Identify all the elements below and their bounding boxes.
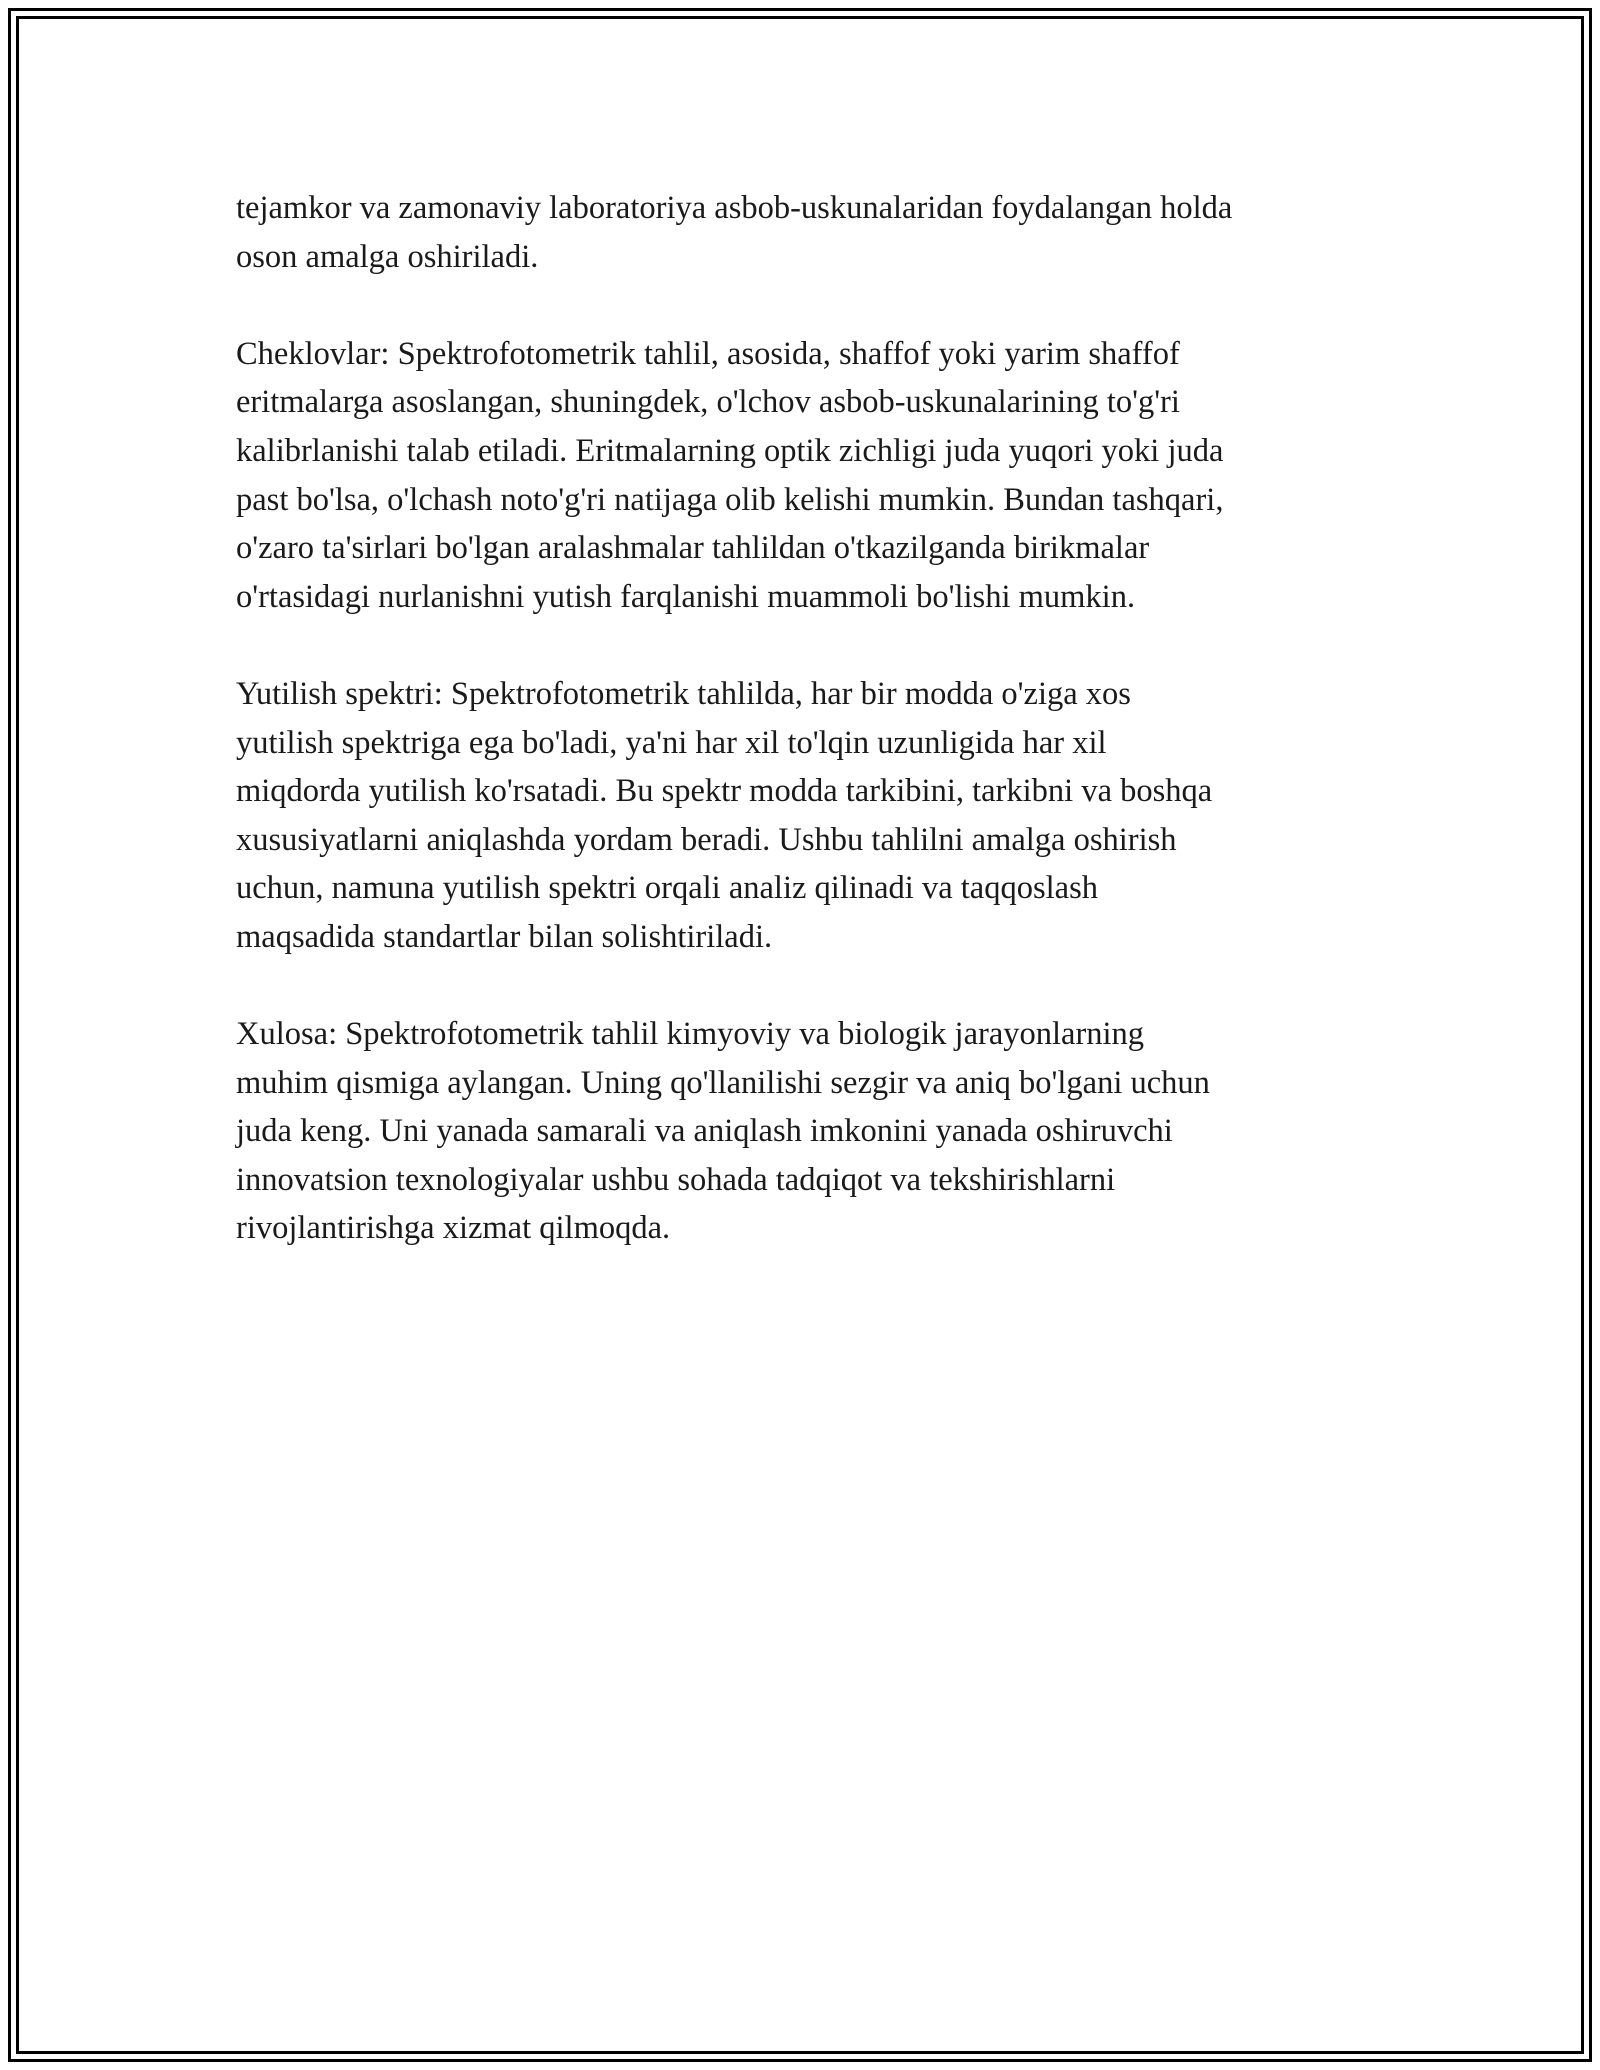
- text-line: innovatsion texnologiyalar ushbu sohada tadqiqot va tekshirishlarni: [236, 1161, 1116, 1198]
- paragraph-yutilish-spektri: [236, 670, 1376, 962]
- text-line: o'rtasidagi nurlanishni yutish farqlanishi muammoli bo'lishi mumkin.: [236, 578, 1136, 615]
- text-line: Yutilish spektri: Spektrofotometrik tahlilda, har bir modda o'ziga xos: [236, 675, 1131, 712]
- document-body: [236, 184, 1376, 1302]
- text-line: maqsadida standartlar bilan solishtiriladi.: [236, 918, 773, 955]
- paragraph-intro-continuation: [236, 184, 1376, 281]
- text-line: Cheklovlar: Spektrofotometrik tahlil, asosida, shaffof yoki yarim shaffof: [236, 335, 1180, 372]
- text-line: kalibrlanishi talab etiladi. Eritmalarning optik zichligi juda yuqori yoki juda: [236, 432, 1224, 469]
- text-line: uchun, namuna yutilish spektri orqali analiz qilinadi va taqqoslash: [236, 870, 1098, 907]
- text-line: oson amalga oshiriladi.: [236, 238, 539, 275]
- text-line: eritmalarga asoslangan, shuningdek, o'lchov asbob-uskunalarining to'g'ri: [236, 384, 1180, 421]
- text-line: muhim qismiga aylangan. Uning qo'llanilishi sezgir va aniq bo'lgani uchun: [236, 1064, 1210, 1101]
- text-line: juda keng. Uni yanada samarali va aniqlash imkonini yanada oshiruvchi: [236, 1113, 1173, 1150]
- text-line: past bo'lsa, o'lchash noto'g'ri natijaga olib kelishi mumkin. Bundan tashqari,: [236, 481, 1224, 518]
- text-line: yutilish spektriga ega bo'ladi, ya'ni har xil to'lqin uzunligida har xil: [236, 724, 1107, 761]
- text-line: tejamkor va zamonaviy laboratoriya asbob-uskunalaridan foydalangan holda: [236, 190, 1233, 226]
- text-line: rivojlantirishga xizmat qilmoqda.: [236, 1210, 671, 1247]
- paragraph-xulosa: [236, 1010, 1376, 1253]
- text-line: xususiyatlarni aniqlashda yordam beradi. Ushbu tahlilni amalga oshirish: [236, 821, 1177, 858]
- text-line: miqdorda yutilish ko'rsatadi. Bu spektr modda tarkibini, tarkibni va boshqa: [236, 773, 1213, 810]
- text-line: o'zaro ta'sirlari bo'lgan aralashmalar tahlildan o'tkazilganda birikmalar: [236, 530, 1150, 567]
- paragraph-cheklovlar: [236, 330, 1376, 622]
- text-line: Xulosa: Spektrofotometrik tahlil kimyoviy va biologik jarayonlarning: [236, 1016, 1145, 1053]
